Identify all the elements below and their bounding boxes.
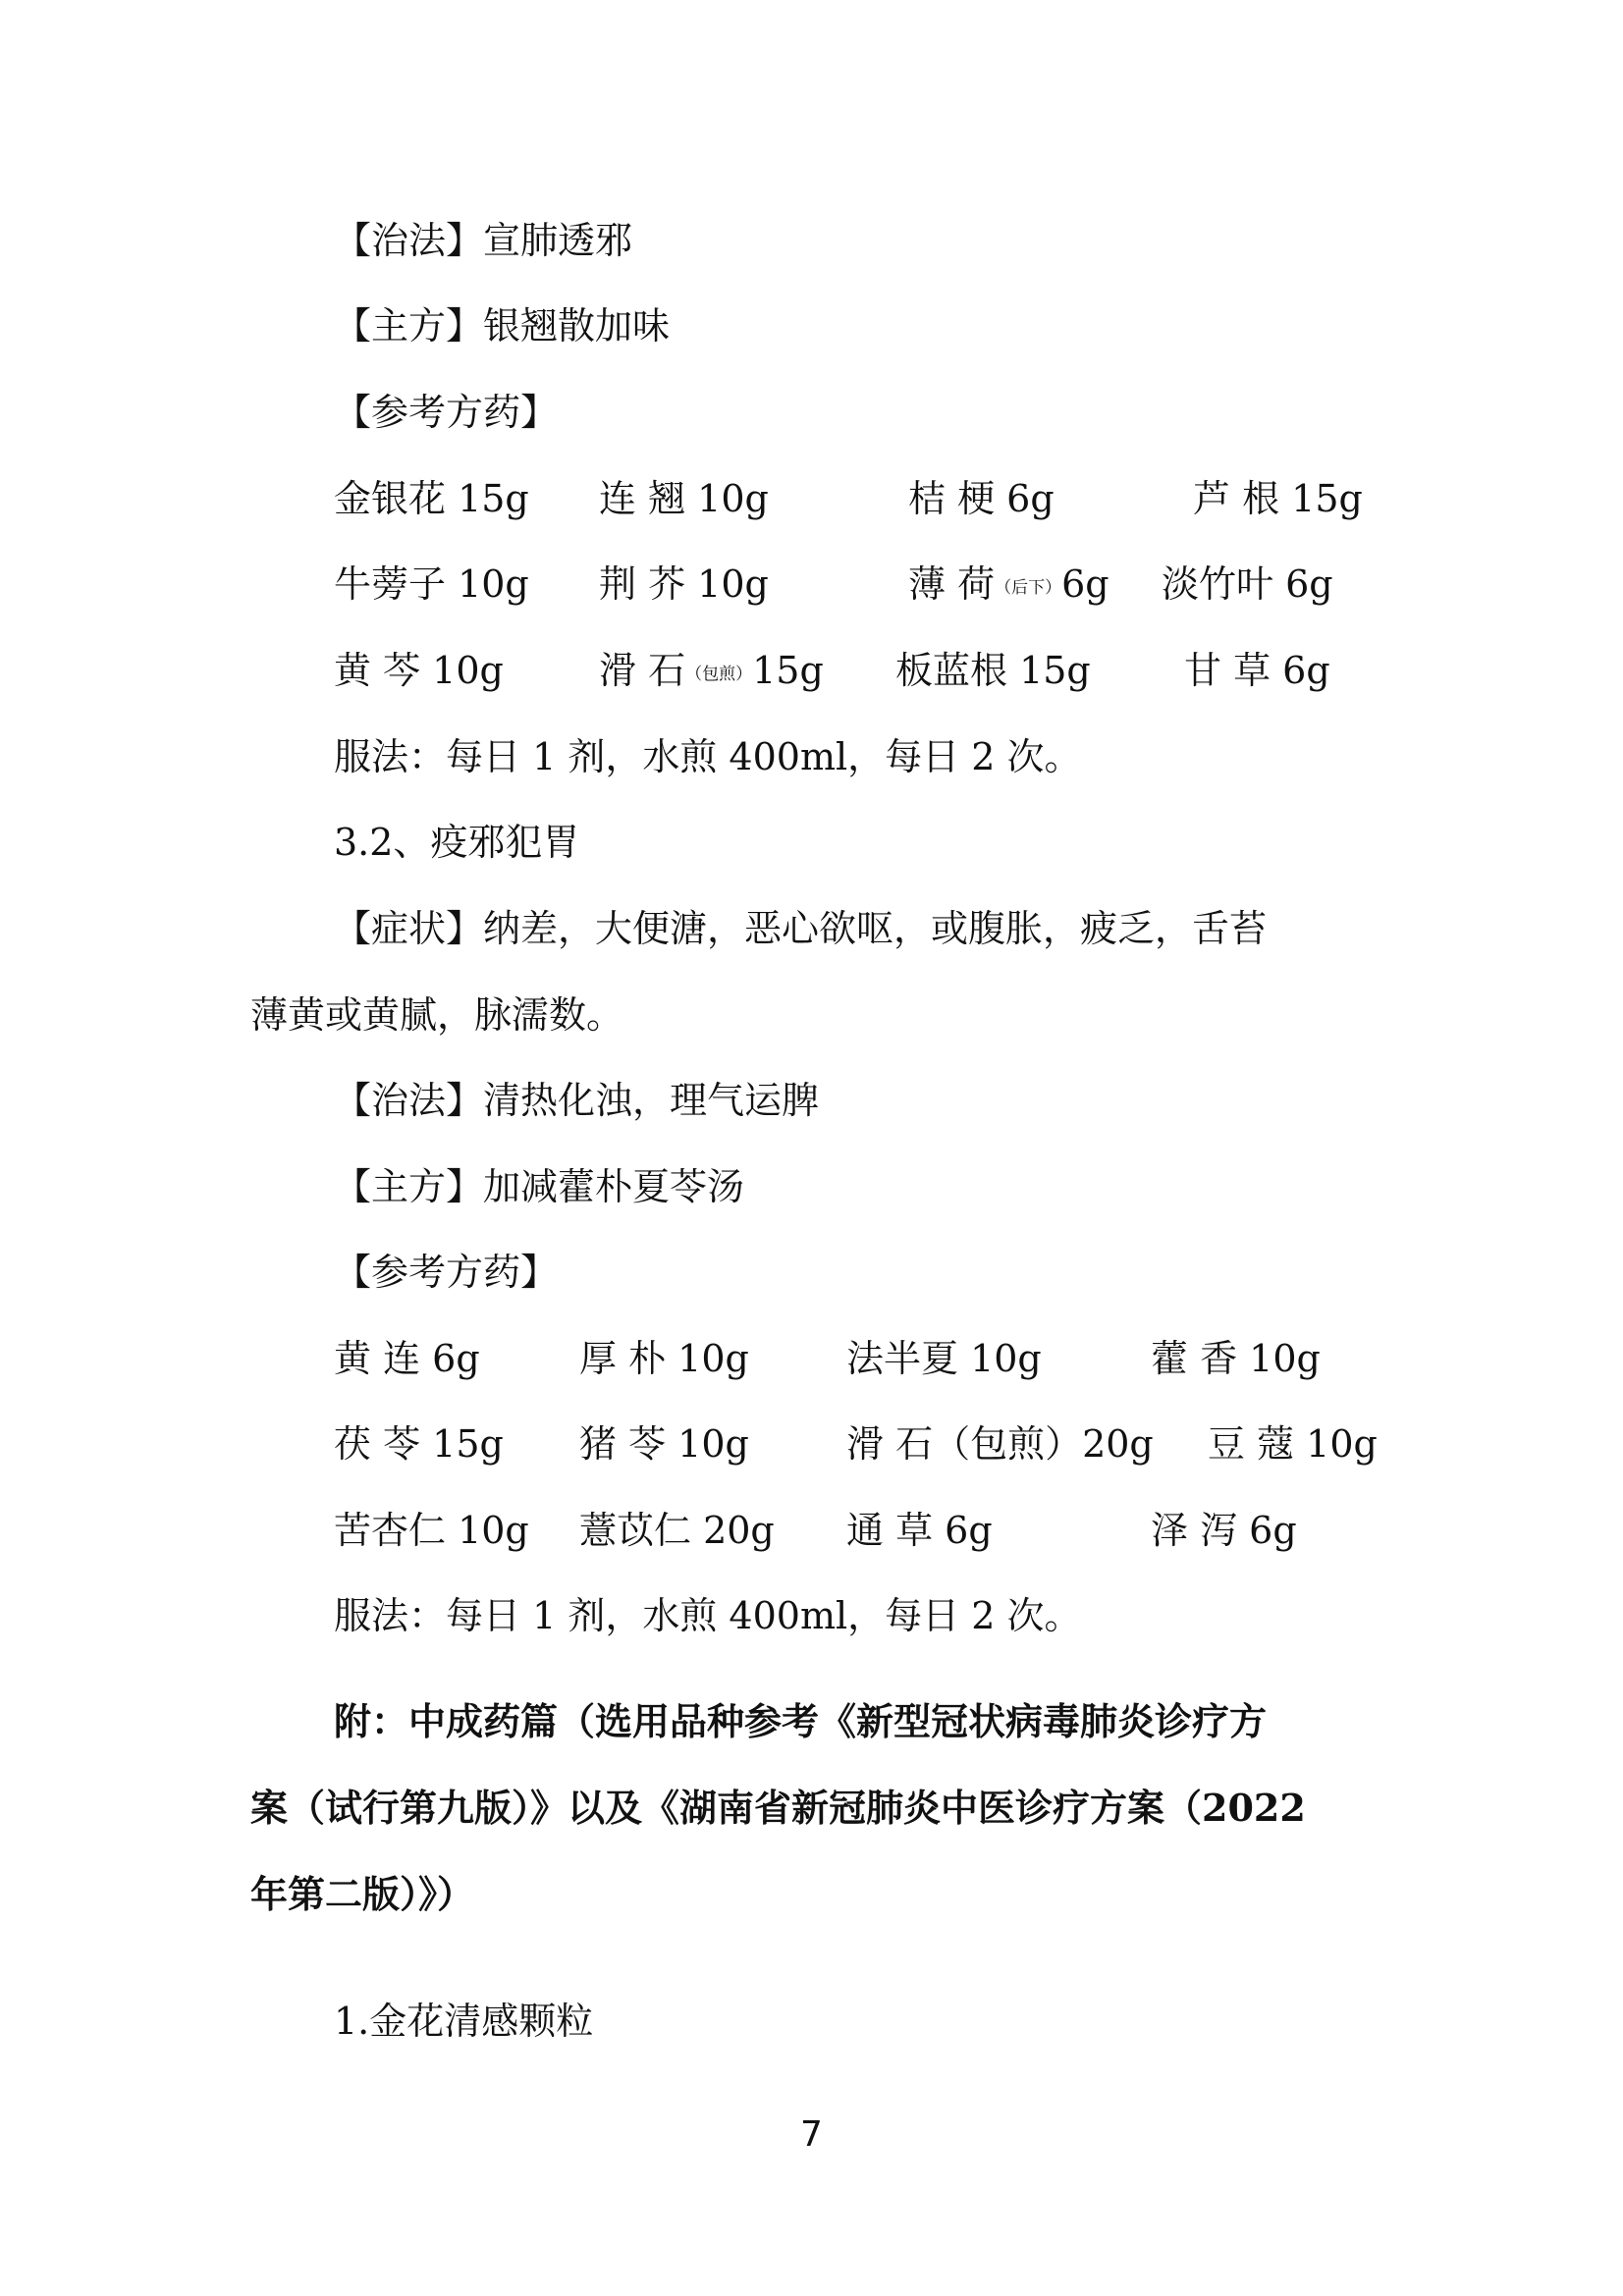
item-heading: 1.金花清感颗粒	[334, 2000, 594, 2043]
herb-note: （包煎）	[685, 665, 753, 684]
herb-item	[908, 561, 1109, 612]
reference-title: 【参考方药】	[334, 391, 559, 434]
treatment-line: 【治法】宣肺透邪	[334, 219, 633, 262]
herb-item: 荆 芥 10g	[599, 562, 769, 606]
herb-dose: 15g	[752, 649, 824, 692]
herb-item: 厚 朴 10g	[579, 1337, 749, 1380]
treatment-line: 【治法】清热化浊，理气运脾	[334, 1079, 820, 1122]
herb-item: 金银花 15g	[334, 477, 529, 520]
herb-item: 茯 苓 15g	[334, 1422, 504, 1466]
herb-item	[599, 647, 824, 698]
herb-item: 黄 连 6g	[334, 1337, 480, 1380]
symptom-line: 薄黄或黄腻，脉濡数。	[250, 993, 624, 1037]
usage-line: 服法：每日 1 剂，水煎 400ml，每日 2 次。	[334, 735, 1082, 778]
herb-item: 连 翘 10g	[599, 477, 769, 520]
herb-item: 淡竹叶 6g	[1162, 562, 1333, 606]
herb-item: 通 草 6g	[846, 1509, 993, 1552]
main-formula-line: 【主方】银翘散加味	[334, 304, 671, 347]
herb-note: （后下）	[995, 578, 1062, 598]
symptom-line: 【症状】纳差，大便溏，恶心欲呕，或腹胀，疲乏，舌苔	[334, 907, 1268, 950]
appendix-line: 案（试行第九版）》以及《湖南省新冠肺炎中医诊疗方案（2022	[250, 1786, 1306, 1830]
herb-item: 泽 泻 6g	[1151, 1509, 1297, 1552]
herb-item: 芦 根 15g	[1193, 477, 1363, 520]
herb-item: 甘 草 6g	[1184, 649, 1330, 692]
herb-item: 苦杏仁 10g	[334, 1509, 529, 1552]
herb-name: 滑 石	[599, 649, 686, 692]
appendix-line: 附：中成药篇（选用品种参考《新型冠状病毒肺炎诊疗方	[334, 1699, 1268, 1743]
usage-line: 服法：每日 1 剂，水煎 400ml，每日 2 次。	[334, 1594, 1082, 1637]
herb-item: 桔 梗 6g	[908, 477, 1055, 520]
page-number: 7	[800, 2114, 823, 2155]
herb-name: 薄 荷	[908, 562, 996, 606]
main-formula-line: 【主方】加减藿朴夏苓汤	[334, 1165, 745, 1208]
herb-item: 豆 蔻 10g	[1208, 1422, 1378, 1466]
herb-item: 牛蒡子 10g	[334, 562, 529, 606]
herb-item: 法半夏 10g	[846, 1337, 1042, 1380]
herb-item: 藿 香 10g	[1151, 1337, 1321, 1380]
appendix-line: 年第二版）》）	[250, 1872, 475, 1916]
herb-item: 猪 苓 10g	[579, 1422, 749, 1466]
herb-item: 薏苡仁 20g	[579, 1509, 775, 1552]
herb-item: 板蓝根 15g	[895, 649, 1091, 692]
herb-item: 黄 芩 10g	[334, 649, 504, 692]
section-heading: 3.2、疫邪犯胃	[334, 821, 580, 864]
reference-title: 【参考方药】	[334, 1251, 559, 1294]
herb-item: 滑 石（包煎）20g	[846, 1422, 1154, 1466]
herb-dose: 6g	[1061, 562, 1109, 606]
